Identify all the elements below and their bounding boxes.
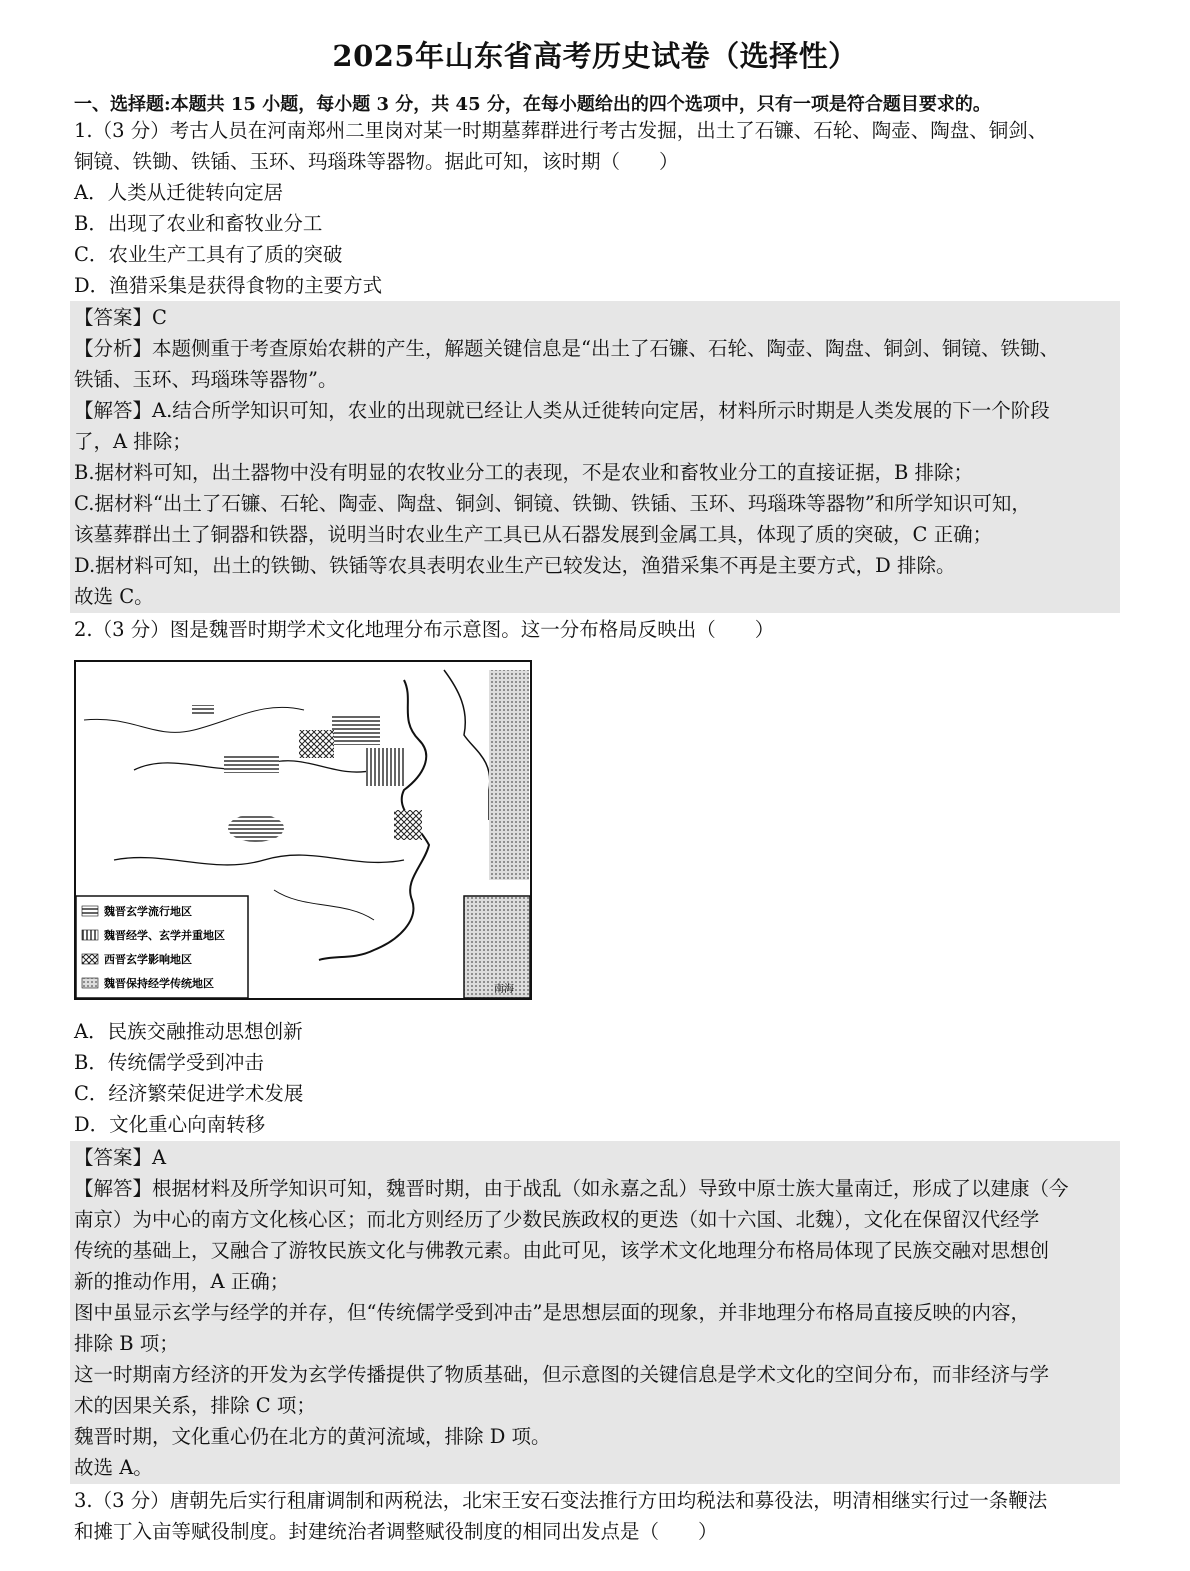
q2-option-b: B．传统儒学受到冲击 xyxy=(74,1051,264,1074)
q2-solution-line-3: 传统的基础上，又融合了游牧民族文化与佛教元素。由此可见，该学术文化地理分布格局体现了民族交融对思想创 xyxy=(74,1239,1050,1262)
q1-solution-line-4: C.据材料“出土了石镰、石轮、陶壶、陶盘、铜剑、铜镜、铁锄、铁锸、玉环、玛瑙珠等器物”和所学知识可知， xyxy=(74,492,1031,515)
south-sea-inset xyxy=(464,896,530,998)
region-korea-japan xyxy=(489,670,529,880)
q2-solution-line-1: 【解答】根据材料及所学知识可知，魏晋时期，由于战乱（如永嘉之乱）导致中原士族大量南迁，形成了以建康（今 xyxy=(74,1177,1069,1200)
q1-solution-line-1: 【解答】A.结合所学知识可知，农业的出现就已经让人类从迁徙转向定居，材料所示时期是人类发展的下一个阶段 xyxy=(74,399,1050,422)
legend-item-4: 魏晋保持经学传统地区 xyxy=(104,977,214,990)
q1-analysis-line-1: 【分析】本题侧重于考查原始农耕的产生，解题关键信息是“出土了石镰、石轮、陶壶、陶盘、铜剑、铜镜、铁锄、 xyxy=(74,337,1059,360)
q1-option-d: D．渔猎采集是获得食物的主要方式 xyxy=(74,274,383,297)
q2-option-d: D．文化重心向南转移 xyxy=(74,1113,266,1136)
q1-answer: 【答案】C xyxy=(74,306,167,329)
region-jingxue-xuanxue xyxy=(366,748,406,786)
q1-solution-line-5: 该墓葬群出土了铜器和铁器，说明当时农业生产工具已从石器发展到金属工具，体现了质的突破，C 正确； xyxy=(74,523,993,546)
q1-solution-line-3: B.据材料可知，出土器物中没有明显的农牧业分工的表现，不是农业和畜牧业分工的直接证据，B 排除； xyxy=(74,461,974,484)
q1-option-b: B．出现了农业和畜牧业分工 xyxy=(74,212,323,235)
q3-stem-line-1: 3.（3 分）唐朝先后实行租庸调制和两税法，北宋王安石变法推行方田均税法和募役法，明清相继实行过一条鞭法 xyxy=(74,1489,1048,1512)
legend-item-1: 魏晋玄学流行地区 xyxy=(104,905,192,918)
q1-stem-line-1: 1.（3 分）考古人员在河南郑州二里岗对某一时期墓葬群进行考古发掘，出土了石镰、石轮、陶壶、陶盘、铜剑、 xyxy=(74,119,1048,142)
region-xuanxue xyxy=(332,715,380,745)
wei-jin-culture-map xyxy=(74,660,532,1000)
q1-stem-line-2: 铜镜、铁锄、铁锸、玉环、玛瑙珠等器物。据此可知，该时期（ ） xyxy=(74,150,679,173)
q2-solution-line-2: 南京）为中心的南方文化核心区；而北方则经历了少数民族政权的更迭（如十六国、北魏），文化在保留汉代经学 xyxy=(74,1208,1040,1231)
q2-solution-line-7: 这一时期南方经济的开发为玄学传播提供了物质基础，但示意图的关键信息是学术文化的空间分布，而非经济与学 xyxy=(74,1363,1050,1386)
q2-solution-line-4: 新的推动作用，A 正确； xyxy=(74,1270,290,1293)
q1-option-a: A．人类从迁徙转向定居 xyxy=(74,181,284,204)
legend-swatch-1 xyxy=(82,906,98,916)
q1-solution-line-7: 故选 C。 xyxy=(74,585,154,608)
q2-answer: 【答案】A xyxy=(74,1146,167,1169)
q2-option-c: C．经济繁荣促进学术发展 xyxy=(74,1082,304,1105)
q2-solution-line-9: 魏晋时期，文化重心仍在北方的黄河流域，排除 D 项。 xyxy=(74,1425,551,1448)
legend-swatch-3 xyxy=(82,954,98,964)
region-western-jin xyxy=(299,730,334,758)
section-heading: 一、选择题:本题共 15 小题，每小题 3 分，共 45 分，在每小题给出的四个选项中，只有一项是符合题目要求的。 xyxy=(74,94,991,115)
q2-solution-line-8: 术的因果关系，排除 C 项； xyxy=(74,1394,316,1417)
region-north xyxy=(192,705,214,715)
q1-analysis-line-2: 铁锸、玉环、玛瑙珠等器物”。 xyxy=(74,368,338,391)
region-xuanxue-3 xyxy=(228,814,284,842)
q1-solution-line-2: 了，A 排除； xyxy=(74,430,192,453)
q2-solution-line-6: 排除 B 项； xyxy=(74,1332,179,1355)
q1-solution-line-6: D.据材料可知，出土的铁锄、铁锸等农具表明农业生产已较发达，渔猎采集不再是主要方式，D 排除。 xyxy=(74,554,956,577)
legend-swatch-2 xyxy=(82,930,98,940)
q2-solution-line-10: 故选 A。 xyxy=(74,1456,153,1479)
region-xuanxue-2 xyxy=(224,755,279,773)
south-sea-label: 南海 xyxy=(494,984,514,995)
legend-swatch-4 xyxy=(82,978,98,988)
q2-stem: 2.（3 分）图是魏晋时期学术文化地理分布示意图。这一分布格局反映出（ ） xyxy=(74,618,775,641)
q3-stem-line-2: 和摊丁入亩等赋役制度。封建统治者调整赋役制度的相同出发点是（ ） xyxy=(74,1520,718,1543)
page-title: 2025年山东省高考历史试卷（选择性） xyxy=(332,39,858,73)
q2-solution-line-5: 图中虽显示玄学与经学的并存，但“传统儒学受到冲击”是思想层面的现象，并非地理分布格局直接反映的内容， xyxy=(74,1301,1030,1324)
q2-option-a: A．民族交融推动思想创新 xyxy=(74,1020,303,1043)
region-southeast xyxy=(394,810,422,840)
q1-option-c: C．农业生产工具有了质的突破 xyxy=(74,243,343,266)
legend-item-2: 魏晋经学、玄学并重地区 xyxy=(104,929,225,942)
legend-item-3: 西晋玄学影响地区 xyxy=(104,953,192,966)
